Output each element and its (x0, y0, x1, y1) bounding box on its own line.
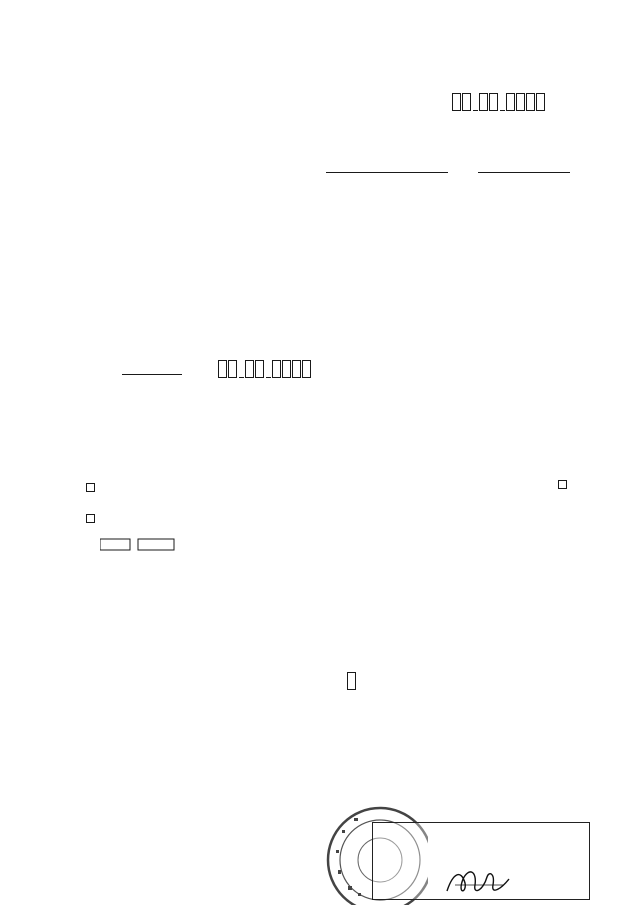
barcode-icon (100, 512, 184, 552)
header-marker (86, 514, 95, 523)
submission-date-field[interactable] (452, 93, 546, 111)
signature-icon (443, 865, 513, 899)
certified-copy-stamp (372, 822, 590, 900)
registrar-fio-line[interactable] (326, 172, 448, 173)
object-field[interactable] (347, 672, 357, 690)
corner-marker-right (558, 480, 567, 489)
date-field-left[interactable] (218, 360, 312, 378)
corner-marker-left (86, 483, 95, 492)
registrar-signature-line[interactable] (478, 172, 570, 173)
signature-line[interactable] (122, 374, 182, 375)
